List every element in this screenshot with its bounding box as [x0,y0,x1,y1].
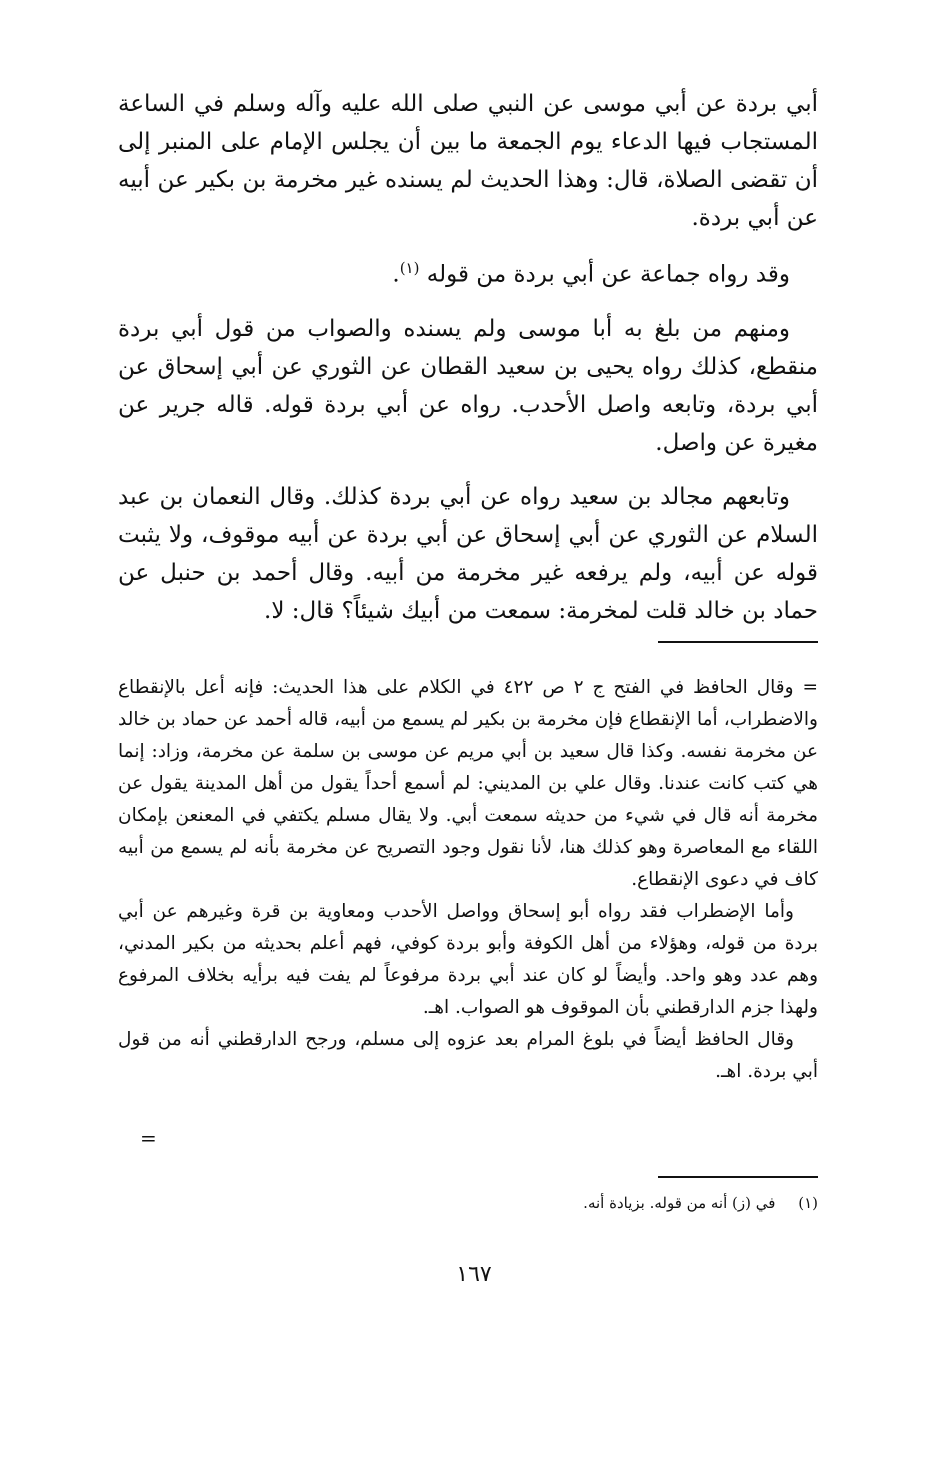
main-paragraph-3: ومنهم من بلغ به أبا موسى ولم يسنده والصواب من قول أبي بردة منقطع، كذلك رواه يحيى بن سعيد القطان عن الثوري عن أبي إسحاق عن أبي بردة، وتابعه واصل الأحدب. رواه عن أبي بردة قوله. قاله جرير عن مغيرة عن واصل. [118,315,818,456]
note-paragraph-3: وقال الحافظ أيضاً في بلوغ المرام بعد عزوه إلى مسلم، ورجح الدارقطني أنه من قول أبي بردة. اهـ. [118,1029,818,1082]
main-text [118,85,818,646]
notes-divider [658,641,818,643]
main-paragraph-4: وتابعهم مجالد بن سعيد رواه عن أبي بردة كذلك. وقال النعمان بن عبد السلام عن الثوري عن أبي إسحاق عن أبي بردة عن أبيه موقوف، ولا يثبت قوله عن أبيه، ولم يرفعه غير مخرمة من أبيه. وقال أحمد بن حنبل عن حماد بن خالد قلت لمخرمة: سمعت من أبيك شيئاً؟ قال: لا. [118,483,818,624]
footnote [118,1190,818,1216]
note-paragraph-1: = وقال الحافظ في الفتح ج ٢ ص ٤٢٢ في الكلام على هذا الحديث: فإنه أعل بالإنقطاع والاضطراب، أما الإنقطاع فإن مخرمة بن بكير لم يسمع من أبيه، قاله أحمد عن حماد بن خالد عن مخرمة نفسه. وكذا قال سعيد بن أبي مريم عن موسى بن سلمة عن مخرمة، وزاد: إنما هي كتب كانت عندنا. وقال علي بن المديني: لم أسمع أحداً يقول من أهل المدينة يقول عن مخرمة أنه قال في شيء من حديثه سمعت أبي. ولا يقال مسلم يكتفي في المعنعن بإمكان اللقاء مع المعاصرة وهو كذلك هنا، لأنا نقول وجود التصريح عن مخرمة بأنه لم يسمع من أبيه كاف في دعوى الإنقطاع. [118,677,818,890]
main-paragraph-2-text: وقد رواه جماعة عن أبي بردة من قوله [426,261,790,288]
main-paragraph-1: أبي بردة عن أبي موسى عن النبي صلى الله عليه وآله وسلم في الساعة المستجاب فيها الدعاء يوم الجمعة ما بين أن يجلس الإمام على المنبر إلى أن تقضى الصلاة، قال: وهذا الحديث لم يسنده غير مخرمة بن بكير عن أبيه عن أبي بردة. [118,91,818,231]
note-paragraph-2: وأما الإضطراب فقد رواه أبو إسحاق وواصل الأحدب ومعاوية بن قرة وغيرهم عن أبي بردة من قوله، وهؤلاء من أهل الكوفة وأبو بردة كوفي، فهم أعلم بحديثه من بكير المدني، وهم عدد وهو واحد. وأيضاً لو كان عند أبي بردة مرفوعاً لم يفت فيه برأيه بخلاف المرفوع ولهذا جزم الدارقطني بأن الموقوف هو الصواب. اهـ. [118,901,818,1018]
footnote-reference: (١) [399,259,420,277]
footnote-number: (١) [798,1194,818,1212]
page-number: ١٦٧ [456,1262,492,1287]
footnote-text: في (ز) أنه من قوله. بزيادة أنه. [583,1194,776,1212]
footnote-divider [658,1176,818,1178]
notes-section [118,672,818,1088]
main-paragraph-2-end: . [392,261,400,288]
continuation-mark: = [140,1126,157,1150]
main-paragraph-2 [118,249,818,294]
